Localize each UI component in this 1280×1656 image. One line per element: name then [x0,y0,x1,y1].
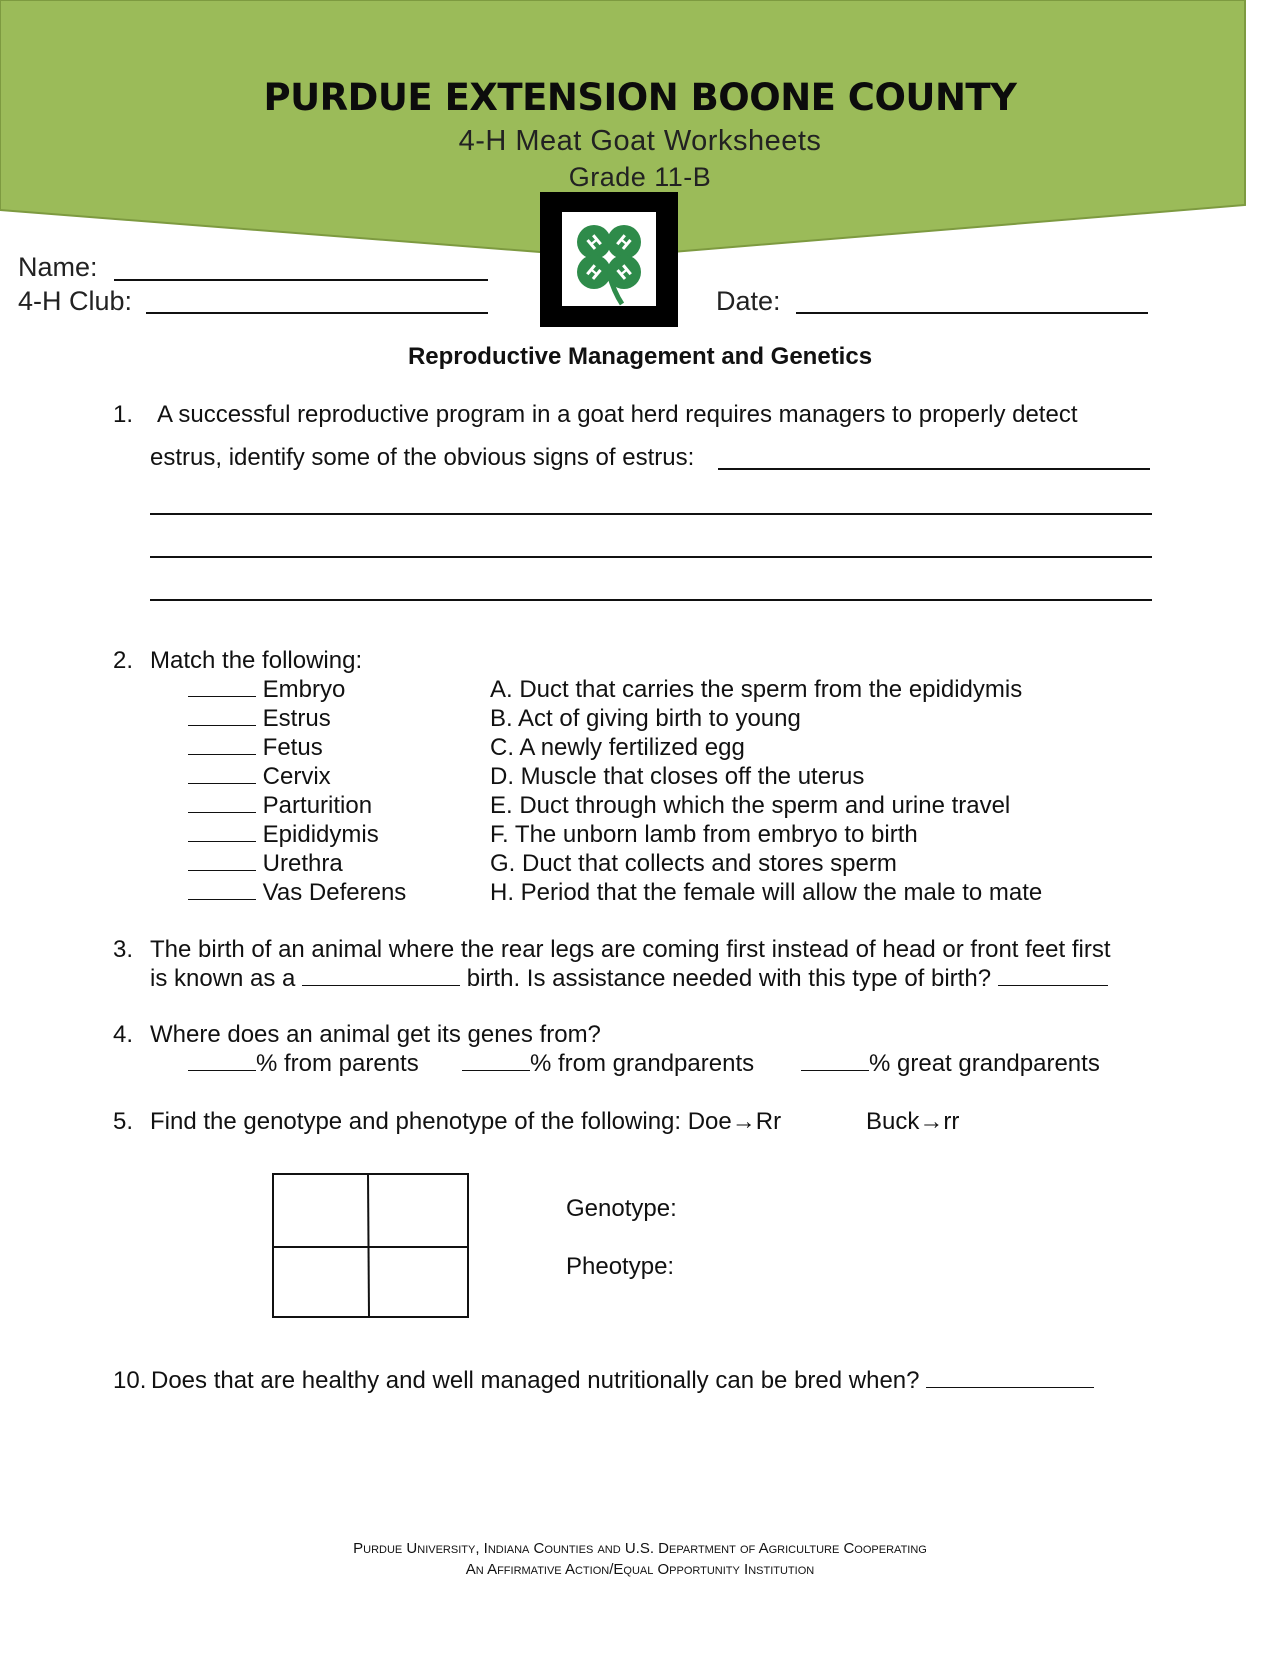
match-blank[interactable] [188,852,256,871]
genotype-label: Genotype: [566,1195,677,1222]
footer-line-1: Purdue University, Indiana Counties and U.S. Department of Agriculture Cooperating [353,1540,927,1557]
match-blank[interactable] [188,794,256,813]
name-field[interactable] [114,279,488,281]
match-row: Epididymis [188,821,379,849]
date-label: Date: [716,286,781,316]
q4-grandparents: % from grandparents [462,1050,754,1078]
q4-great-grandparents: % great grandparents [801,1050,1100,1078]
match-blank[interactable] [188,823,256,842]
match-blank[interactable] [188,678,256,697]
q1-text-cont: estrus, identify some of the obvious signs of estrus: [150,444,695,471]
q4-prompt: Where does an animal get its genes from? [150,1021,601,1048]
match-definition: G. Duct that collects and stores sperm [490,850,897,877]
q4-number: 4. [113,1021,134,1048]
match-blank[interactable] [188,881,256,900]
match-row: Embryo [188,676,345,704]
q1-answer-line[interactable] [150,599,1152,601]
q2-number: 2. [113,647,134,674]
q3-birth-blank[interactable] [302,967,460,986]
q3-text: The birth of an animal where the rear legs are coming first instead of head or front feet first [150,936,1111,963]
q1-answer-line[interactable] [150,513,1152,515]
clover-icon [562,212,656,306]
match-row: Parturition [188,792,372,820]
q3-number: 3. [113,936,134,963]
q10-text: Does that are healthy and well managed nutritionally can be bred when? [151,1367,1094,1395]
q5-prompt: Find the genotype and phenotype of the following: Doe→Rr [150,1108,782,1135]
org-title: PURDUE EXTENSION BOONE COUNTY [263,76,1017,119]
match-blank[interactable] [188,736,256,755]
match-row: Cervix [188,763,331,791]
q1-number: 1. [113,401,134,428]
club-label: 4-H Club: [18,286,133,316]
club-field[interactable] [146,312,488,314]
q1-answer-line[interactable] [718,468,1150,470]
match-row: Fetus [188,734,323,762]
match-row: Urethra [188,850,343,878]
worksheet-subtitle: 4-H Meat Goat Worksheets [458,125,822,157]
q1-text: A successful reproductive program in a goat herd requires managers to properly detect [157,401,1078,428]
phenotype-label: Pheotype: [566,1253,675,1280]
match-definition: C. A newly fertilized egg [490,734,745,761]
svg-text:H: H [583,230,606,254]
grade-label: Grade 11-B [568,162,712,192]
date-field[interactable] [796,312,1148,314]
punnett-square[interactable] [272,1173,470,1319]
q4-parents: % from parents [188,1050,419,1078]
footer-line-2: An Affirmative Action/Equal Opportunity Institution [465,1561,815,1578]
q1-answer-line[interactable] [150,556,1152,558]
q3-text-cont: is known as a birth. Is assistance needed with this type of birth? [150,965,1108,993]
svg-text:H: H [582,260,605,284]
q10-number: 10. [113,1367,147,1394]
name-label: Name: [18,252,98,282]
4h-clover-logo [540,192,678,327]
match-definition: F. The unborn lamb from embryo to birth [490,821,918,848]
match-definition: E. Duct through which the sperm and urine travel [490,792,1011,819]
svg-text:H: H [613,260,636,284]
parents-percent-blank[interactable] [188,1052,256,1071]
match-blank[interactable] [188,707,256,726]
match-row: Vas Deferens [188,879,406,907]
match-definition: A. Duct that carries the sperm from the epididymis [490,676,1023,703]
great-grandparents-percent-blank[interactable] [801,1052,869,1071]
match-row: Estrus [188,705,331,733]
match-definition: D. Muscle that closes off the uterus [490,763,865,790]
q5-buck: Buck→rr [866,1108,960,1135]
svg-text:H: H [612,230,635,254]
worksheet-title: Reproductive Management and Genetics [407,343,873,370]
grandparents-percent-blank[interactable] [462,1052,530,1071]
match-definition: H. Period that the female will allow the male to mate [490,879,1043,906]
match-definition: B. Act of giving birth to young [490,705,801,732]
q5-number: 5. [113,1108,134,1135]
q10-answer-blank[interactable] [926,1369,1094,1388]
match-blank[interactable] [188,765,256,784]
q2-prompt: Match the following: [150,647,363,674]
q3-assist-blank[interactable] [998,967,1108,986]
